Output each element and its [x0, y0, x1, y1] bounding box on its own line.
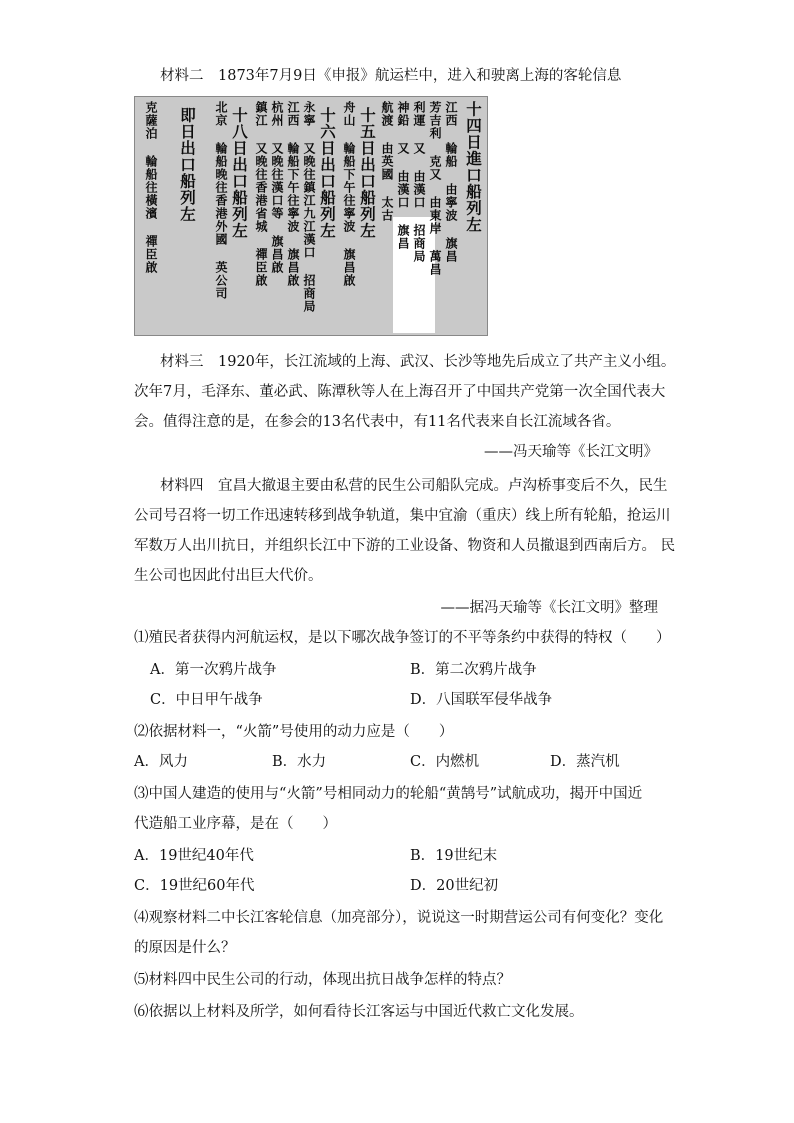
question-4-stem: ⑷观察材料二中长江客轮信息（加亮部分），说说这一时期营运公司有何变化？变化 — [134, 910, 664, 926]
clipping-column: 即日出口船列左 — [178, 107, 197, 223]
question-1-option-c: C．中日甲午战争 — [150, 692, 263, 708]
clipping-column: 芳吉利 克又 由東岸 萬昌 — [428, 101, 442, 276]
question-4-stem: 的原因是什么？ — [134, 940, 236, 956]
question-3-stem: ⑶中国人建造的使用与“火箭”号相同动力的轮船“黄鹄号”试航成功，揭开中国近 — [134, 786, 643, 802]
clipping-column: 克薩泊 輪船往橫濱 禪臣啟 — [144, 101, 158, 274]
question-6-stem: ⑹依据以上材料及所学，如何看待长江客运与中国近代救亡文化发展。 — [134, 1004, 584, 1020]
question-3-stem: 代造船工业序幕，是在（ ） — [134, 816, 337, 832]
question-1-option-b: B．第二次鸦片战争 — [410, 662, 537, 678]
question-1-stem: ⑴殖民者获得内河航运权，是以下哪次战争签订的不平等条约中获得的特权（ ） — [134, 630, 671, 646]
material4-source: ——据冯天瑜等《长江文明》整理 — [440, 600, 658, 616]
clipping-column: 十六日出口船列左 — [318, 107, 337, 239]
clipping-column: 杭州 又晚往漢口等 旗昌啟 — [270, 101, 284, 274]
question-3-option-c: C．19世纪60年代 — [134, 878, 255, 894]
clipping-column: 江西 輪船 由寧波 旗昌 — [444, 101, 458, 263]
question-1-option-d: D．八国联军侵华战争 — [410, 692, 553, 708]
question-3-option-a: A．19世纪40年代 — [134, 848, 254, 864]
clipping-column: 鎮江 又晚往香港省城 禪臣啟 — [254, 101, 268, 287]
question-2-option-b: B．水力 — [272, 754, 327, 770]
clipping-column: 航渡 由英國 太古 — [380, 101, 394, 222]
clipping-column: 永寧 又晚往鎮江九江漢口 招商局 — [302, 101, 316, 313]
clipping-column: 北京 輪船晚往香港外國 英公司 — [214, 101, 228, 300]
question-2-option-c: C．内燃机 — [410, 754, 480, 770]
material4-line: 军数万人出川抗日，并组织长江中下游的工业设备、物资和人员撤退到西南后方。 民 — [134, 538, 676, 554]
clipping-column: 十四日進口船列左 — [464, 101, 483, 233]
material3-line: 材料三 1920年，长江流域的上海、武汉、长沙等地先后成立了共产主义小组。 — [160, 354, 676, 370]
clipping-column: 神鉛 又 由漢口 旗昌 — [396, 101, 410, 250]
question-2-option-d: D．蒸汽机 — [550, 754, 620, 770]
question-1-option-a: A．第一次鸦片战争 — [150, 662, 277, 678]
question-3-option-d: D．20世纪初 — [410, 878, 499, 894]
question-5-stem: ⑸材料四中民生公司的行动，体现出抗日战争怎样的特点？ — [134, 972, 511, 988]
clipping-column: 舟山 輪船下午往寧波 旗昌啟 — [342, 101, 356, 287]
material4-line: 生公司也因此付出巨大代价。 — [134, 568, 323, 584]
clipping-column: 利運 又 由漢口 招商局 — [412, 101, 426, 263]
material4-line: 材料四 宜昌大撤退主要由私营的民生公司船队完成。卢沟桥事变后不久，民生 — [160, 478, 668, 494]
clipping-column: 十五日出口船列左 — [358, 107, 377, 239]
material2-caption: 材料二 1873年7月9日《申报》航运栏中，进入和驶离上海的客轮信息 — [160, 68, 622, 84]
question-2-stem: ⑵依据材料一，“火箭”号使用的动力应是（ ） — [134, 724, 454, 740]
question-3-option-b: B．19世纪末 — [410, 848, 498, 864]
material3-line: 会。值得注意的是，在参会的13名代表中，有11名代表来自长江流域各省。 — [134, 414, 621, 430]
shenbao-clipping-image — [134, 96, 488, 336]
clipping-column: 十八日出口船列左 — [230, 107, 249, 239]
material3-line: 次年7月，毛泽东、董必武、陈潭秋等人在上海召开了中国共产党第一次全国代表大 — [134, 384, 666, 400]
question-2-option-a: A．风力 — [134, 754, 188, 770]
material4-line: 公司号召将一切工作迅速转移到战争轨道，集中宜渝（重庆）线上所有轮船，抢运川 — [134, 508, 671, 524]
clipping-column: 江西 輪船下午往寧波 旗昌啟 — [286, 101, 300, 287]
material3-source: ——冯天瑜等《长江文明》 — [484, 444, 658, 460]
